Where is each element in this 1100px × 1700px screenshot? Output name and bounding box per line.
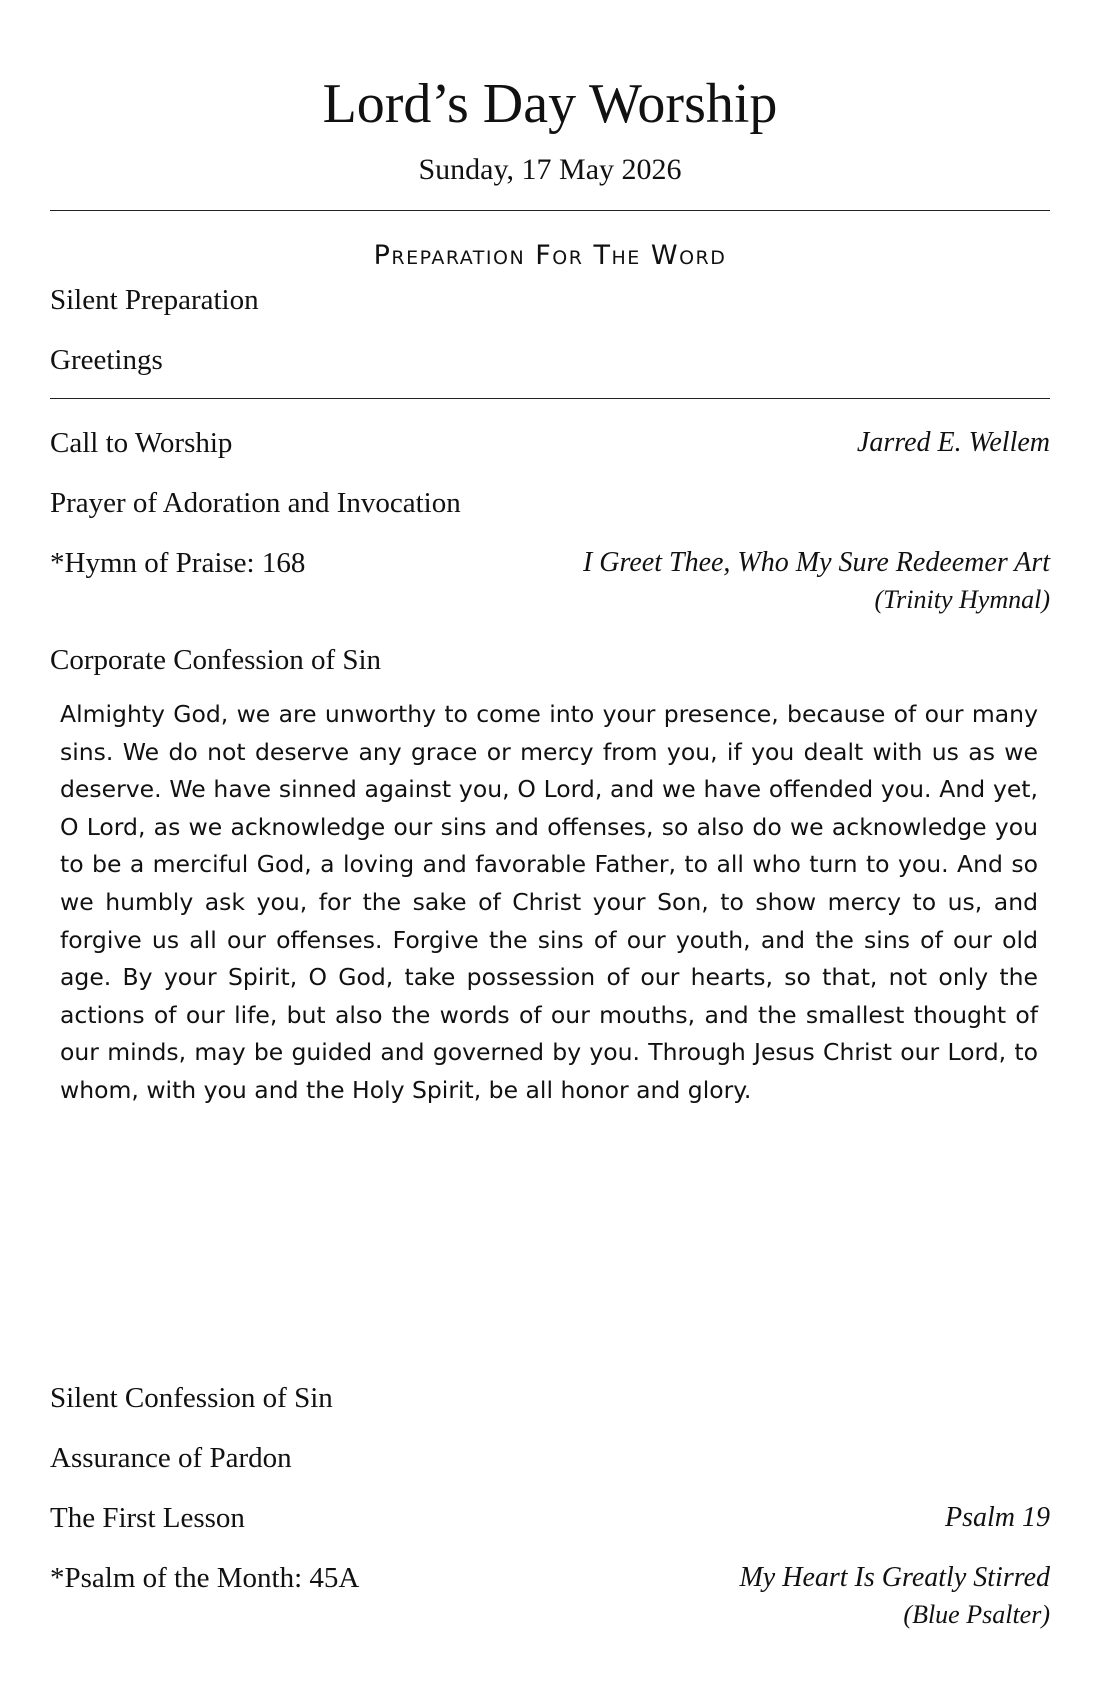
item-label: Silent Preparation — [50, 284, 259, 316]
item-assurance-of-pardon — [50, 1438, 1050, 1478]
item-label: Prayer of Adoration and Invocation — [50, 487, 461, 519]
item-silent-preparation — [50, 280, 1050, 320]
item-psalm-of-month — [50, 1558, 1050, 1629]
section-heading: Preparation For The Word — [373, 240, 727, 271]
item-label: Assurance of Pardon — [50, 1442, 292, 1474]
item-prayer-adoration — [50, 483, 1050, 523]
service-date: Sunday, 17 May 2026 — [418, 153, 682, 186]
item-first-lesson — [50, 1498, 1050, 1538]
divider-top — [50, 210, 1050, 211]
item-call-to-worship — [50, 423, 1050, 463]
confession-prayer-text: Almighty God, we are unworthy to come into your presence, because of our many sins. We do not deserve any grace or mercy from you, if you dealt with us as we deserve. We have sinned against you, O Lord, and we have offended you. And yet, O Lord, as we acknowledge our sins and offenses, so also do we acknowledge you to be a merciful God, a loving and favorable Father, to all who turn to you. And so we humbly ask you, for the sake of Christ your Son, to show mercy to us, and forgive us all our offenses. Forgive the sins of our youth, and the sins of our old age. By your Spirit, O God, take possession of our hearts, so that, not only the actions of our life, but also the words of our mouths, and the smallest thought of our minds, may be guided and governed by you. Through Jesus Christ our Lord, to whom, with you and the Holy Spirit, be all honor and glory. — [60, 700, 1038, 1104]
item-silent-confession — [50, 1378, 1050, 1418]
hymn-title: I Greet Thee, Who My Sure Redeemer Art — [582, 547, 1050, 578]
psalm-source: (Blue Psalter) — [903, 1600, 1050, 1629]
item-label: Call to Worship — [50, 427, 233, 459]
divider-middle — [50, 398, 1050, 399]
item-hymn-of-praise — [50, 543, 1050, 614]
item-greetings — [50, 340, 1050, 380]
item-label: *Psalm of the Month: 45A — [50, 1562, 360, 1594]
hymn-source: (Trinity Hymnal) — [874, 585, 1050, 614]
item-label: Corporate Confession of Sin — [50, 644, 382, 676]
item-corporate-confession — [50, 640, 1050, 680]
item-label: *Hymn of Praise: 168 — [50, 547, 306, 579]
psalm-title: My Heart Is Greatly Stirred — [739, 1562, 1050, 1593]
lesson-reference: Psalm 19 — [945, 1502, 1050, 1533]
item-author: Jarred E. Wellem — [856, 427, 1050, 458]
page-title: Lord’s Day Worship — [322, 73, 778, 135]
item-label: The First Lesson — [50, 1502, 245, 1534]
item-label: Silent Confession of Sin — [50, 1382, 333, 1414]
item-label: Greetings — [50, 344, 163, 376]
